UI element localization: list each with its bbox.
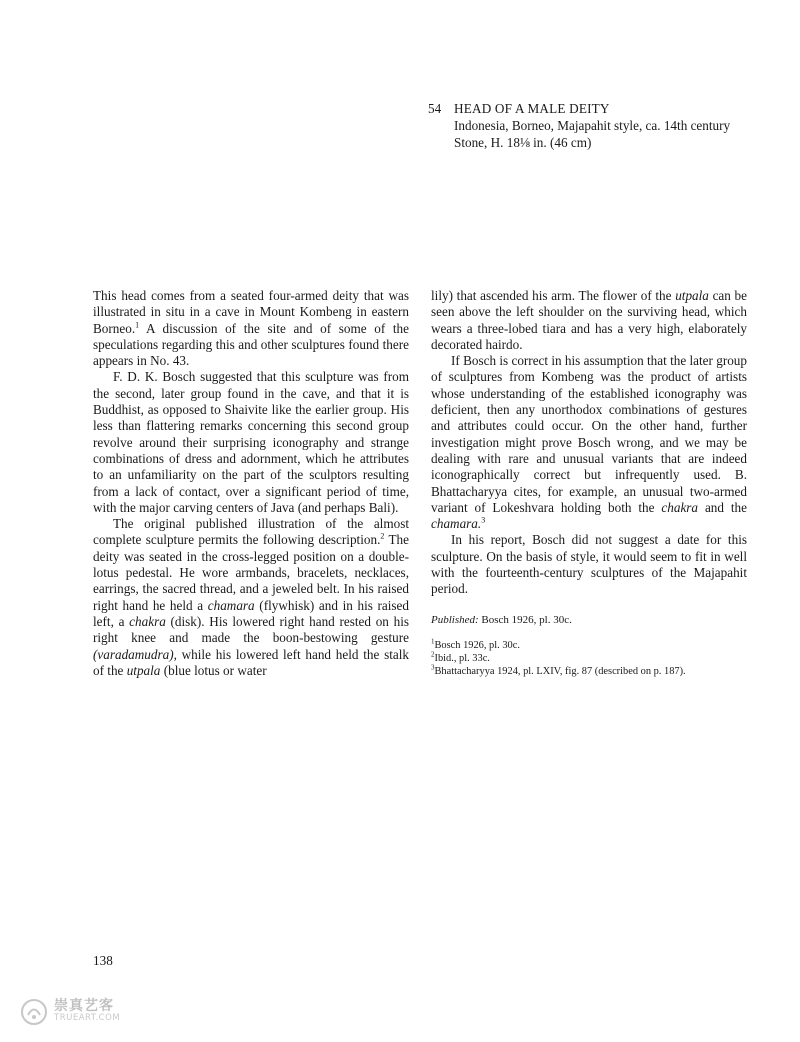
paragraph-5: In his report, Bosch did not suggest a date for this sculpture. On the basis of style, it would seem to fit in well with the fourteenth-century sculptures of the Majapahit period. — [431, 532, 747, 597]
catalog-origin: Indonesia, Borneo, Majapahit style, ca. 14th century — [454, 118, 731, 133]
watermark — [20, 990, 160, 1034]
footnote: $^1$Bosch 1926, pl. 30c. — [431, 637, 520, 651]
watermark-name: 崇真艺客 — [54, 998, 114, 1014]
right-text-column — [431, 288, 747, 678]
published-line: Published: Bosch 1926, pl. 30c. — [431, 613, 572, 626]
catalog-title: HEAD OF A MALE DEITY — [454, 101, 610, 116]
footnote-ref-3: 3 — [481, 515, 486, 525]
paragraph-1: This head comes from a seated four-armed deity that was illustrated in situ in a cave in Mount Kombeng in eastern Borneo.$^1$ A discussion of the site and of some of the speculations regarding this and other sculptures found there appears in No. 43. — [93, 288, 409, 369]
footnotes — [431, 639, 747, 679]
catalog-number: 54 — [428, 101, 442, 116]
catalog-entry-header — [428, 100, 768, 151]
footnote: $^3$Bhattacharyya 1924, pl. LXIV, fig. 87 (described on p. 187). — [431, 663, 686, 678]
page-number: 138 — [93, 953, 113, 968]
footnote: $^2$Ibid., pl. 33c. — [431, 650, 490, 664]
left-text-column — [93, 288, 409, 679]
footnote-ref-2: 2 — [380, 532, 385, 542]
paragraph-3-continued: lily) that ascended his arm. The flower of the utpala can be seen above the left shoulder on the surviving head, which wears a three-lobed tiara and has a very high, elaborately decorated hairdo. — [431, 288, 748, 352]
paragraph-3: The original published illustration of the almost complete sculpture permits the following description.$^2$ The deity was seated in the cross-legged position on a double-lotus pedestal. He wore armbands, bracelets, necklaces, earrings, the sacred thread, and a jeweled belt. In his raised right hand he held a chamara (flywhisk) and in his raised left, a chakra (disk). His lowered right hand rested on his right knee and made the boon-bestowing gesture (varadamudra), while his lowered left hand held the stalk of the utpala (blue lotus or water — [93, 516, 410, 678]
watermark-site: TRUEART.COM — [54, 1013, 121, 1023]
footnote-ref-1: 1 — [135, 320, 140, 330]
paragraph-4: If Bosch is correct in his assumption that the later group of sculptures from Kombeng was the product of artists whose understanding of the established iconography was deficient, then any unorthodox combinations of gestures and attributes could occur. On the other hand, further investigation might prove Bosch wrong, and we may be dealing with rare and unusual variants that are indeed iconographically correct but infrequently used. B. Bhattacharyya cites, for example, an unusual two-armed variant of Lokeshvara holding both the chakra and the chamara.$^3$ — [431, 353, 747, 532]
watermark-logo-icon — [20, 998, 48, 1026]
catalog-material: Stone, H. 18⅛ in. (46 cm) — [454, 135, 592, 150]
paragraph-2: F. D. K. Bosch suggested that this sculpture was from the second, later group found in the cave, and that it is Buddhist, as opposed to Shaivite like the earlier group. His less than flattering remarks concerning this second group revolve around their surprising iconography and strange combinations of dress and adornment, which he attributes to an unfamiliarity on the part of the sculptors resulting from a lack of contact, over a significant period of time, with the major carving centers of Java (and perhaps Bali). — [93, 369, 409, 515]
